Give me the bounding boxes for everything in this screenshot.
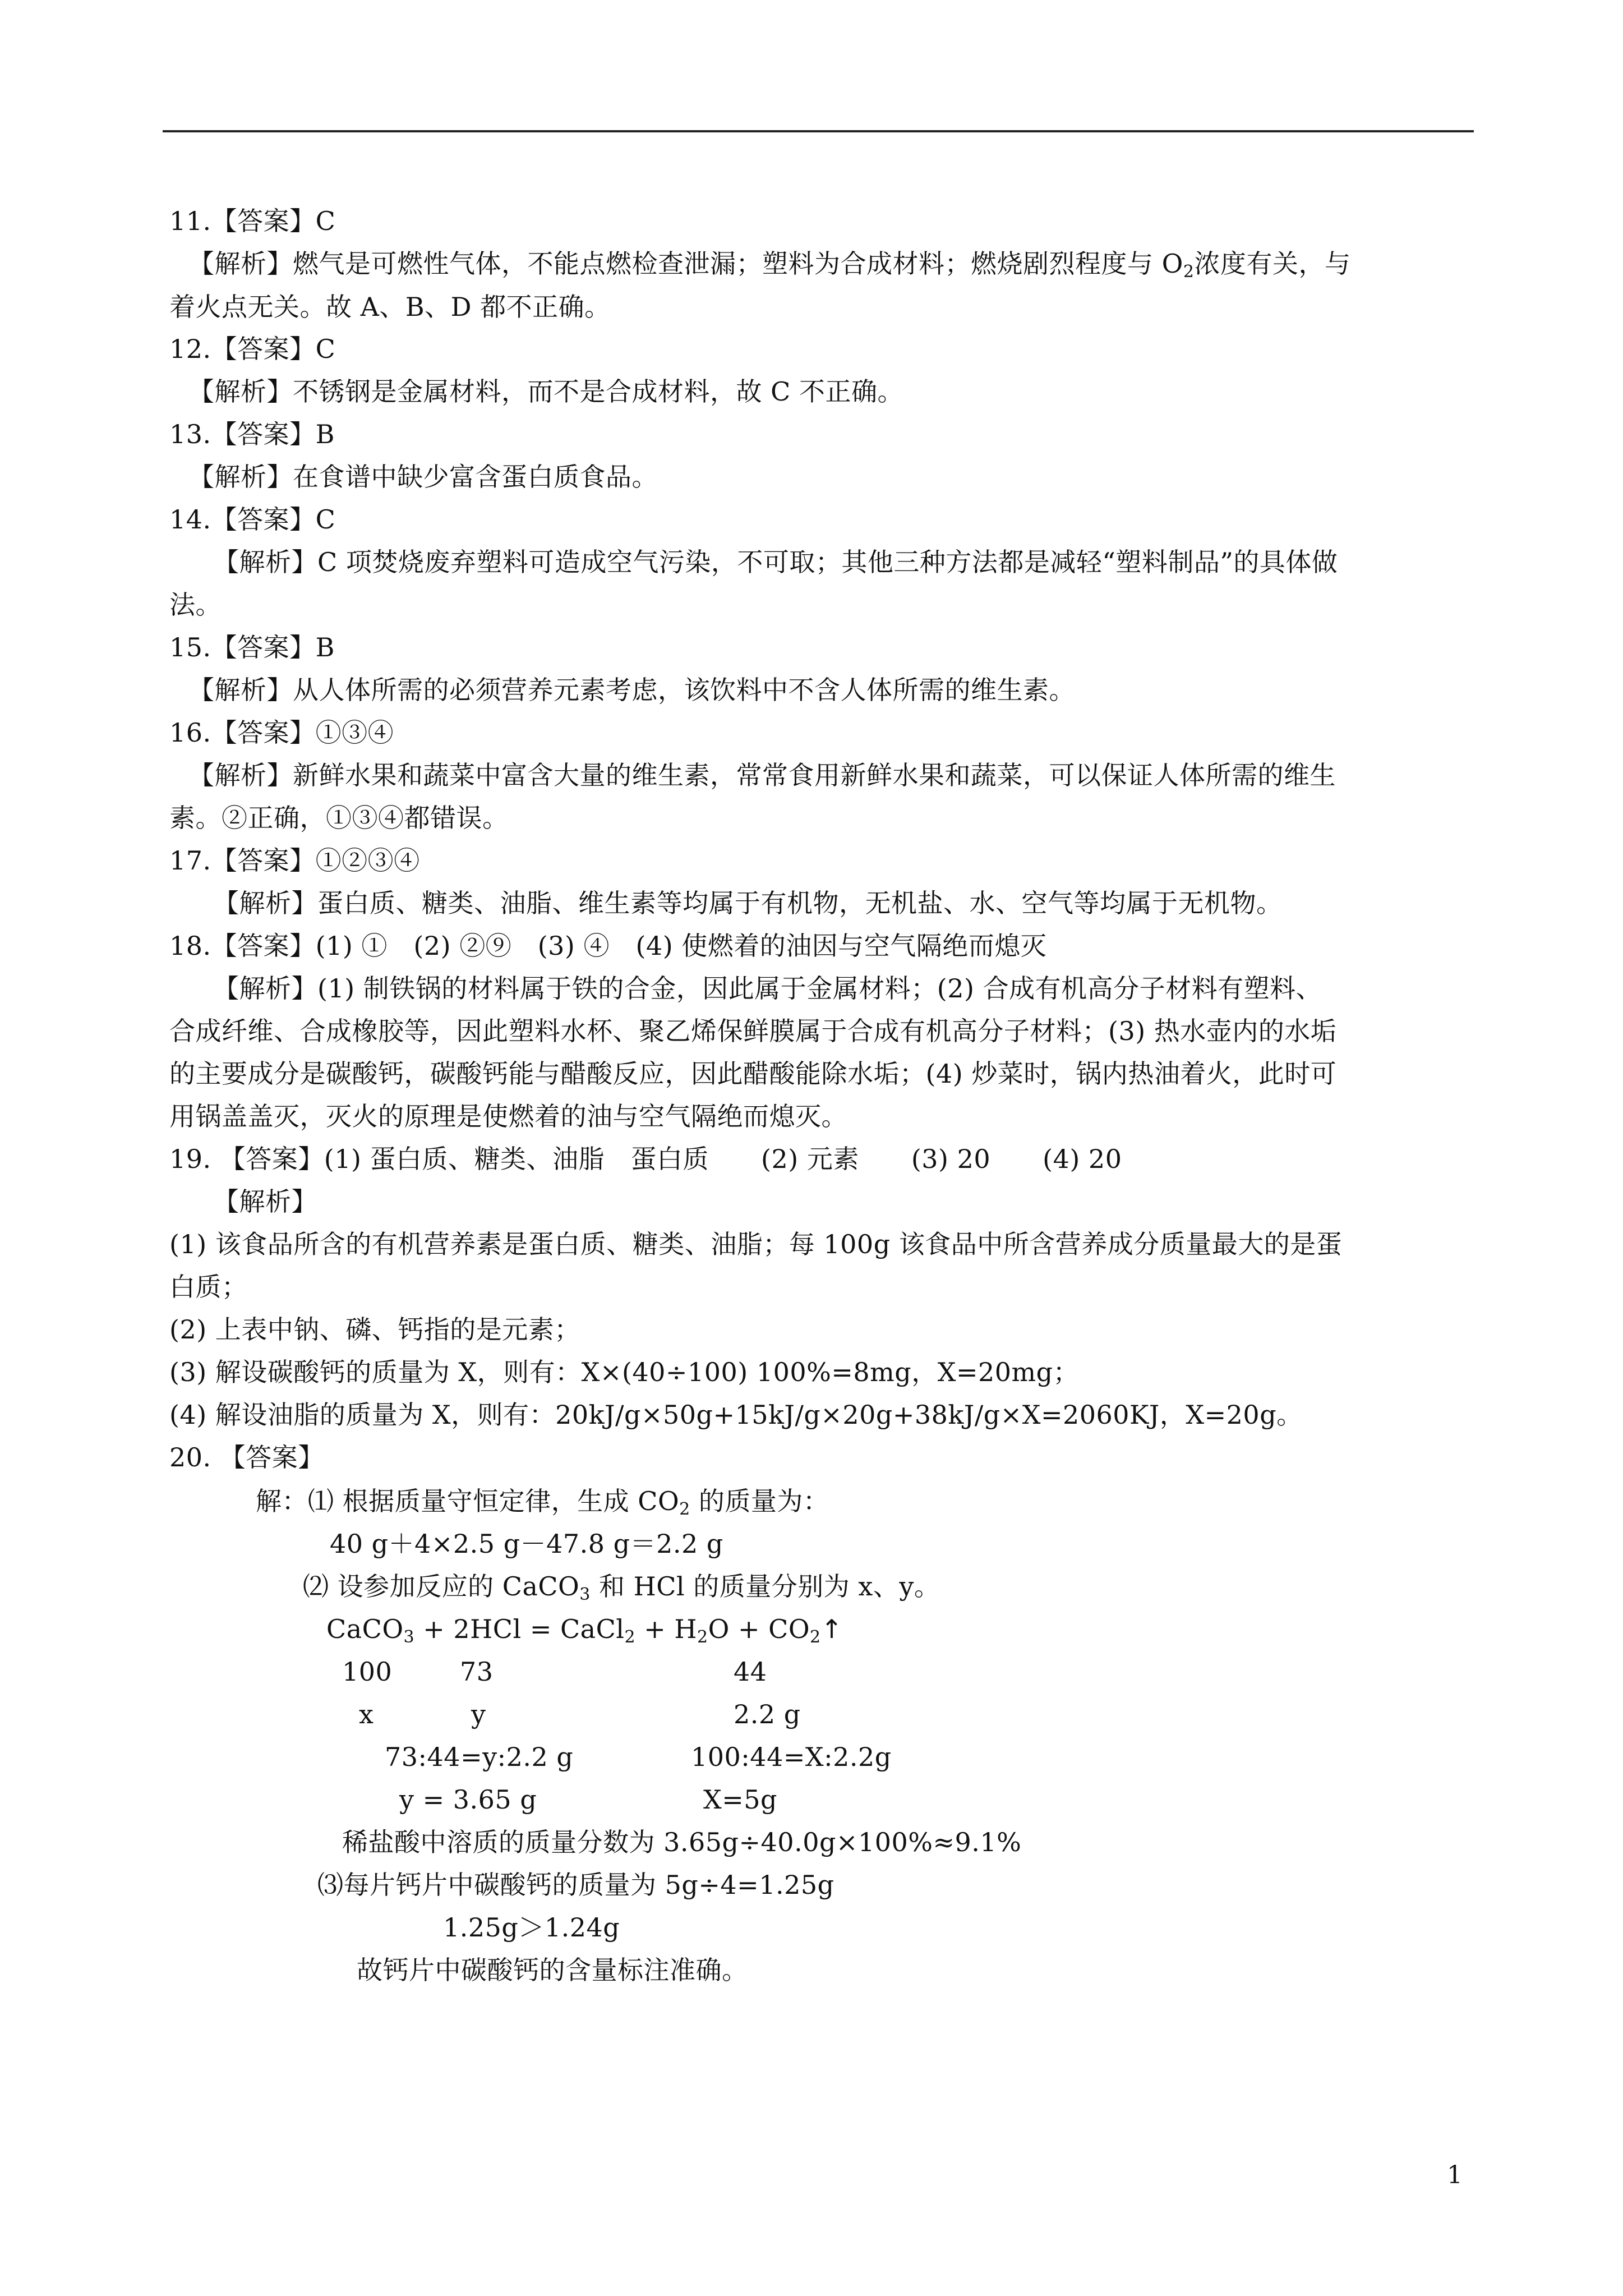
q18-analysis-line-3: 的主要成分是碳酸钙，碳酸钙能与醋酸反应，因此醋酸能除水垢；(4) 炒菜时，锅内热油着火，此时可	[169, 1059, 1337, 1089]
q20-var-y: y	[471, 1699, 486, 1729]
q19-line-5: (4) 解设油脂的质量为 X，则有：20kJ/g×50g+15kJ/g×20g+38kJ/g×X=2060KJ，X=20g。	[169, 1400, 1303, 1430]
q20-ratio-caco3: 100:44=X:2.2g	[691, 1742, 892, 1772]
q15-analysis: 【解析】从人体所需的必须营养元素考虑，该饮料中不含人体所需的维生素。	[188, 675, 1075, 705]
q14-analysis-line-1: 【解析】C 项焚烧废弃塑料可造成空气污染，不可取；其他三种方法都是减轻“塑料制品”的具体做	[213, 547, 1338, 577]
q20-var-co2: 2.2 g	[734, 1699, 801, 1729]
q20-conclusion: 故钙片中碳酸钙的含量标注准确。	[357, 1955, 748, 1985]
q20-var-x: x	[359, 1699, 374, 1729]
q16-answer: 16.【答案】①③④	[169, 717, 394, 748]
page-number: 1	[1447, 2161, 1463, 2189]
q14-analysis-line-2: 法。	[169, 590, 222, 620]
q20-ratio-hcl: 73:44=y:2.2 g	[385, 1742, 574, 1772]
q20-step-3: ⑵ 设参加反应的 CaCO$_3$ 和 HCl 的质量分别为 x、y。	[303, 1571, 940, 1604]
q19-analysis-label: 【解析】	[213, 1186, 317, 1217]
q13-answer: 13.【答案】B	[169, 419, 335, 449]
q20-mass-hcl: 73	[460, 1657, 494, 1687]
q11-analysis-line-2: 着火点无关。故 A、B、D 都不正确。	[169, 292, 611, 322]
q18-answer: 18.【答案】(1) ① (2) ②⑨ (3) ④ (4) 使燃着的油因与空气隔绝而熄灭	[169, 931, 1047, 961]
q20-mass-co2: 44	[734, 1657, 767, 1687]
q20-result-x: X=5g	[703, 1784, 778, 1815]
q18-analysis-line-4: 用锅盖盖灭，灭火的原理是使燃着的油与空气隔绝而熄灭。	[169, 1101, 847, 1131]
q15-answer: 15.【答案】B	[169, 632, 335, 662]
q19-answer: 19. 【答案】(1) 蛋白质、糖类、油脂 蛋白质 (2) 元素 (3) 20 (4) 20	[169, 1144, 1122, 1174]
q19-line-2: 白质；	[169, 1272, 248, 1302]
q20-step-1: 解：⑴ 根据质量守恒定律，生成 $CO_2$ 的质量为：	[256, 1486, 829, 1519]
q12-answer: 12.【答案】C	[169, 334, 336, 364]
q20-answer: 20. 【答案】	[169, 1442, 324, 1473]
header-rule	[163, 130, 1474, 132]
q20-step-6: 1.25g＞1.24g	[443, 1912, 620, 1943]
q18-analysis-line-2: 合成纤维、合成橡胶等，因此塑料水杯、聚乙烯保鲜膜属于合成有机高分子材料；(3) 热水壶内的水垢	[169, 1016, 1337, 1046]
q16-analysis-line-1: 【解析】新鲜水果和蔬菜中富含大量的维生素，常常食用新鲜水果和蔬菜，可以保证人体所需的维生	[188, 760, 1336, 790]
q20-chemical-equation: CaCO$_3$ + 2HCl = CaCl$_2$ + $H_2O$ + $CO_2↑$	[326, 1614, 843, 1647]
q20-result-y: y = 3.65 g	[399, 1784, 537, 1815]
q11-answer: 11.【答案】C	[169, 206, 336, 236]
q11-analysis-line-1: 【解析】燃气是可燃性气体，不能点燃检查泄漏；塑料为合成材料；燃烧剧烈程度与 $O_2$浓度有关，与	[188, 249, 1351, 282]
q20-step-5: ⑶每片钙片中碳酸钙的质量为 5g÷4=1.25g	[317, 1870, 834, 1900]
q19-line-4: (3) 解设碳酸钙的质量为 X，则有：X×(40÷100) 100%=8mg，X=20mg；	[169, 1357, 1080, 1387]
q20-step-2: 40 g＋4×2.5 g－47.8 g＝2.2 g	[330, 1529, 723, 1559]
q20-step-4: 稀盐酸中溶质的质量分数为 3.65g÷40.0g×100%≈9.1%	[342, 1827, 1022, 1857]
q19-line-3: (2) 上表中钠、磷、钙指的是元素；	[169, 1314, 580, 1345]
q19-line-1: (1) 该食品所含的有机营养素是蛋白质、糖类、油脂；每 100g 该食品中所含营养成分质量最大的是蛋	[169, 1229, 1343, 1259]
q16-analysis-line-2: 素。②正确，①③④都错误。	[169, 803, 509, 833]
q18-analysis-line-1: 【解析】(1) 制铁锅的材料属于铁的合金，因此属于金属材料；(2) 合成有机高分子材料有塑料、	[213, 973, 1322, 1004]
q13-analysis: 【解析】在食谱中缺少富含蛋白质食品。	[188, 462, 658, 492]
q20-mass-caco3: 100	[342, 1657, 393, 1687]
q17-analysis: 【解析】蛋白质、糖类、油脂、维生素等均属于有机物，无机盐、水、空气等均属于无机物。	[213, 888, 1283, 918]
q17-answer: 17.【答案】①②③④	[169, 845, 420, 876]
q12-analysis: 【解析】不锈钢是金属材料，而不是合成材料，故 C 不正确。	[188, 376, 903, 407]
q14-answer: 14.【答案】C	[169, 504, 336, 535]
